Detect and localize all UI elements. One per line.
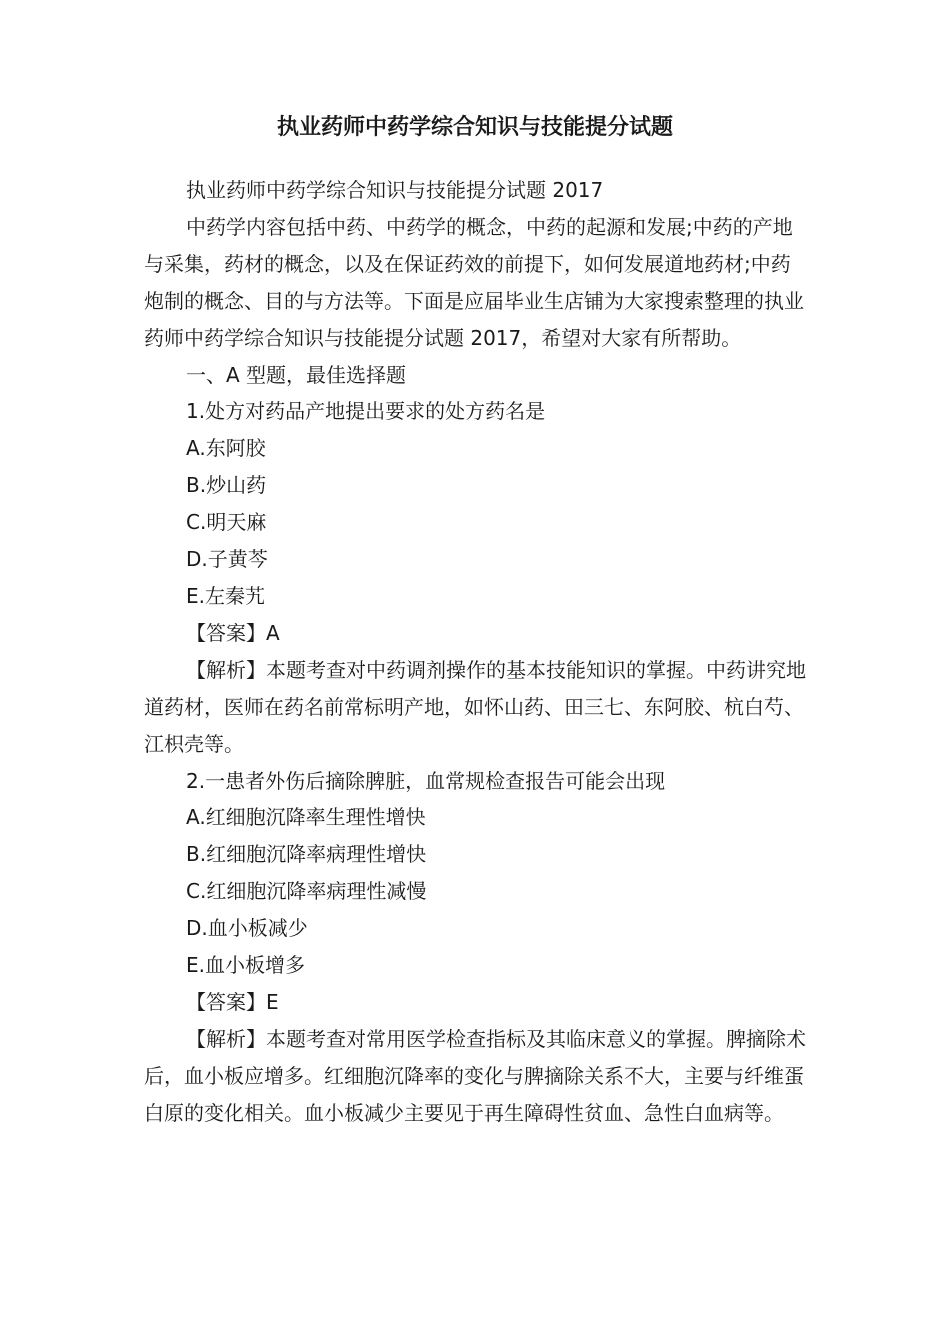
paragraph-subtitle: 执业药师中药学综合知识与技能提分试题 2017 <box>186 178 604 202</box>
question-2-option-b: B.红细胞沉降率病理性增快 <box>186 842 427 867</box>
section-heading: 一、A 型题，最佳选择题 <box>186 362 407 387</box>
document-body <box>144 172 809 1132</box>
question-2-option-d: D.血小板减少 <box>186 916 308 941</box>
question-2-option-a: A.红细胞沉降率生理性增快 <box>186 805 426 830</box>
question-1-analysis: 【解析】本题考查对中药调剂操作的基本技能知识的掌握。中药讲究地道药材，医师在药名前常标明产地，如怀山药、田三七、东阿胶、杭白芍、江枳壳等。 <box>144 657 806 756</box>
question-1-option-b: B.炒山药 <box>186 473 267 498</box>
question-1-option-e: E.左秦艽 <box>186 583 265 608</box>
question-1-option-c: C.明天麻 <box>186 510 267 535</box>
question-2-option-e: E.血小板增多 <box>186 953 305 978</box>
question-2-analysis: 【解析】本题考查对常用医学检查指标及其临床意义的掌握。脾摘除术后，血小板应增多。红细胞沉降率的变化与脾摘除关系不大，主要与纤维蛋白原的变化相关。血小板减少主要见于再生障碍性贫血、急性白血病等。 <box>144 1026 806 1125</box>
question-2-answer: 【答案】E <box>186 989 279 1014</box>
document-title: 执业药师中药学综合知识与技能提分试题 <box>276 115 673 140</box>
question-1-answer: 【答案】A <box>186 620 280 645</box>
question-2: 2.一患者外伤后摘除脾脏，血常规检查报告可能会出现 <box>186 768 666 793</box>
question-1: 1.处方对药品产地提出要求的处方药名是 <box>186 399 546 424</box>
paragraph-intro: 中药学内容包括中药、中药学的概念，中药的起源和发展;中药的产地与采集，药材的概念，以及在保证药效的前提下，如何发展道地药材;中药炮制的概念、目的与方法等。下面是应届毕业生店铺为大家搜索整理的执业药师中药学综合知识与技能提分试题 2017，希望对大家有所帮助。 <box>144 214 804 350</box>
question-2-option-c: C.红细胞沉降率病理性减慢 <box>186 879 427 904</box>
question-1-option-a: A.东阿胶 <box>186 436 266 461</box>
question-1-option-d: D.子黄芩 <box>186 547 268 572</box>
